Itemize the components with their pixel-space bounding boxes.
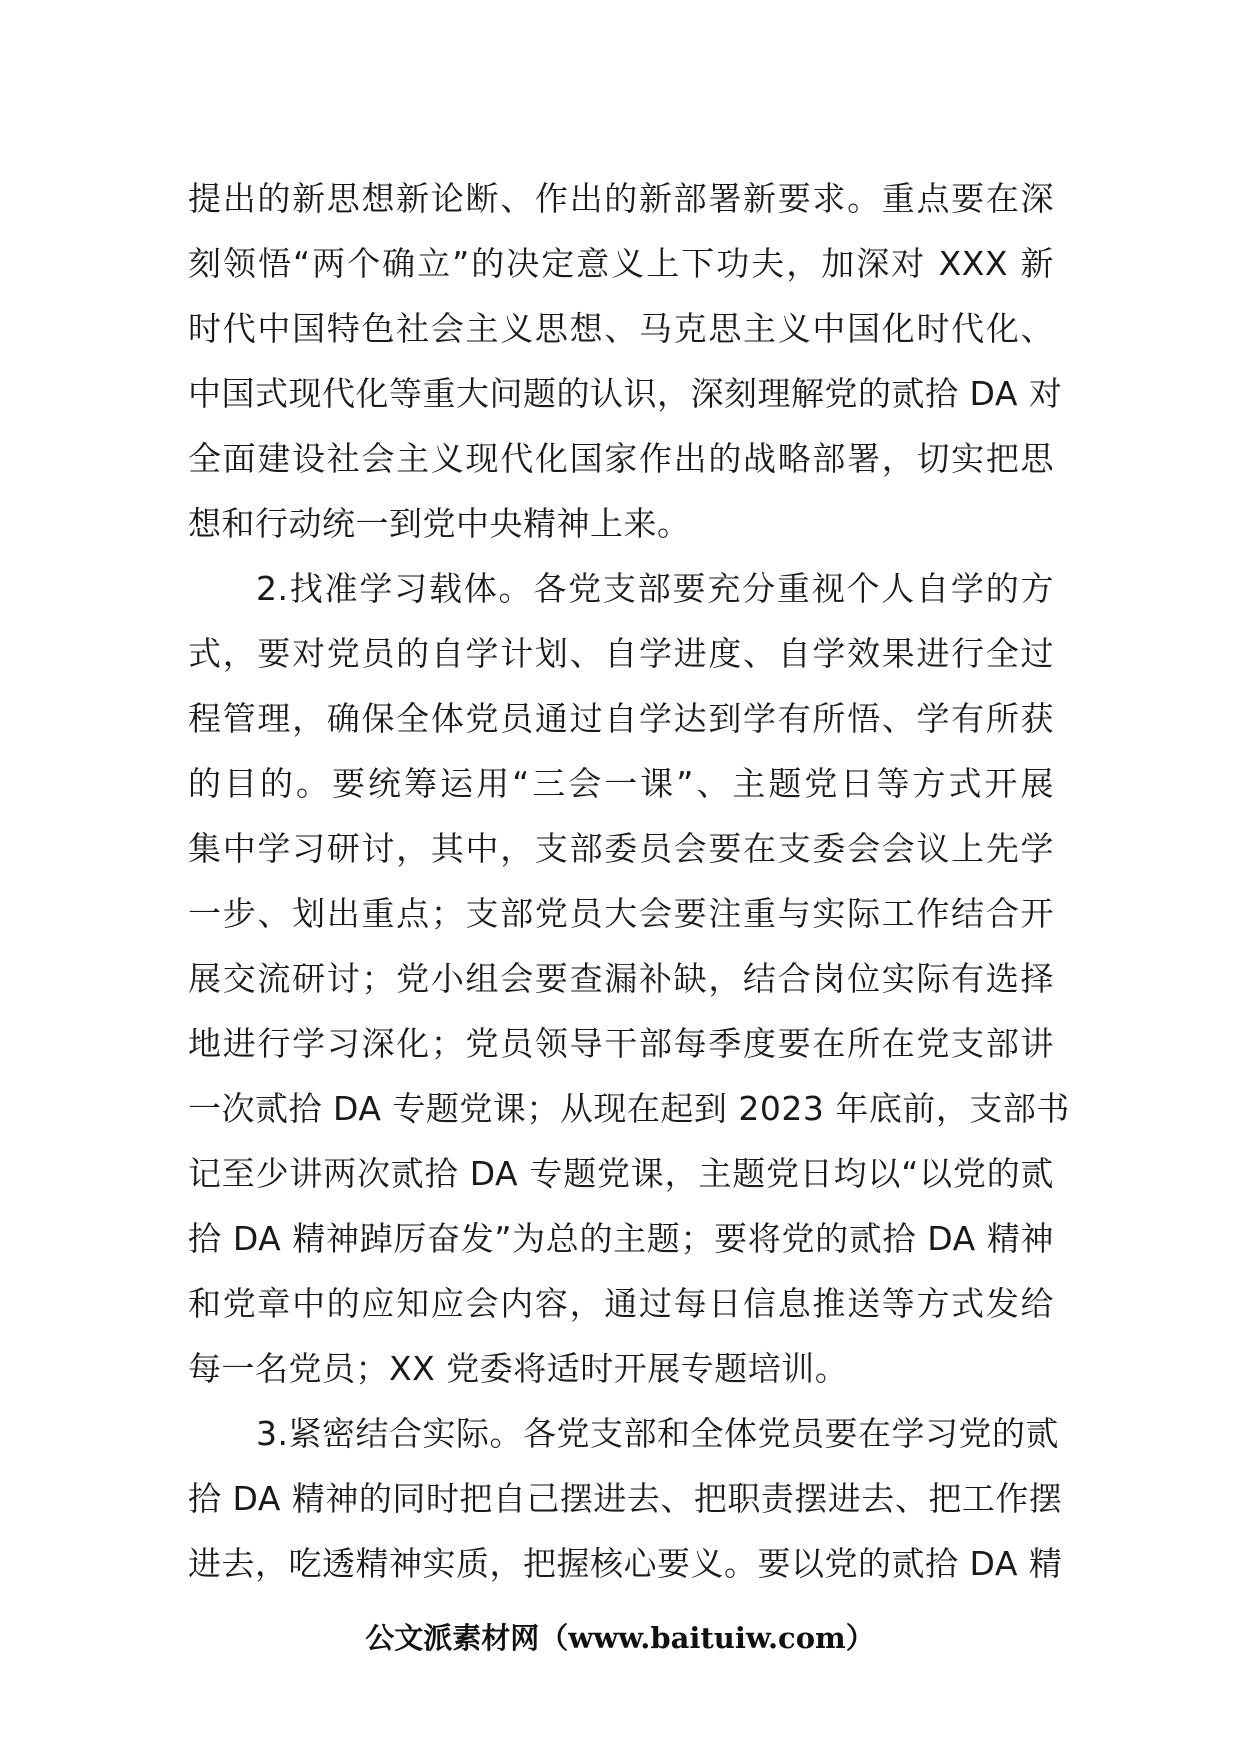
footer-watermark: 公文派素材网（www.baituiw.com） [365,1621,875,1655]
text-line: 程管理，确保全体党员通过自学达到学有所悟、学有所获 [188,699,1054,738]
text-line: 2.找准学习载体。各党支部要充分重视个人自学的方 [256,569,1054,608]
text-line: 的目的。要统筹运用“三会一课”、主题党日等方式开展 [188,764,1054,803]
text-line: 拾 DA 精神的同时把自己摆进去、把职责摆进去、把工作摆 [188,1479,1063,1518]
document-body [188,166,1070,1596]
text-line: 展交流研讨；党小组会要查漏补缺，结合岗位实际有选择 [188,959,1054,998]
text-line: 每一名党员；XX 党委将适时开展专题培训。 [188,1349,849,1388]
text-line: 地进行学习深化；党员领导干部每季度要在所在党支部讲 [188,1024,1054,1063]
text-line: 集中学习研讨，其中，支部委员会要在支委会会议上先学 [188,829,1054,868]
text-line: 进去，吃透精神实质，把握核心要义。要以党的贰拾 DA 精 [188,1544,1063,1583]
text-line: 一步、划出重点；支部党员大会要注重与实际工作结合开 [188,894,1054,933]
text-line: 拾 DA 精神踔厉奋发”为总的主题；要将党的贰拾 DA 精神 [188,1219,1054,1258]
paragraph [188,166,1063,556]
text-line: 式，要对党员的自学计划、自学进度、自学效果进行全过 [188,634,1054,673]
text-line: 全面建设社会主义现代化国家作出的战略部署，切实把思 [188,439,1054,478]
text-line: 刻领悟“两个确立”的决定意义上下功夫，加深对 XXX 新 [188,244,1054,283]
text-line: 和党章中的应知应会内容，通过每日信息推送等方式发给 [188,1284,1054,1323]
text-line: 3.紧密结合实际。各党支部和全体党员要在学习党的贰 [256,1414,1059,1453]
paragraph [188,556,1070,1401]
text-line: 中国式现代化等重大问题的认识，深刻理解党的贰拾 DA 对 [188,374,1063,413]
text-line: 记至少讲两次贰拾 DA 专题党课，主题党日均以“以党的贰 [188,1154,1054,1193]
paragraph [188,1401,1063,1596]
text-line: 提出的新思想新论断、作出的新部署新要求。重点要在深 [188,179,1054,218]
text-line: 想和行动统一到党中央精神上来。 [188,504,691,543]
text-line: 一次贰拾 DA 专题党课；从现在起到 2023 年底前，支部书 [188,1089,1070,1128]
text-line: 时代中国特色社会主义思想、马克思主义中国化时代化、 [188,309,1054,348]
